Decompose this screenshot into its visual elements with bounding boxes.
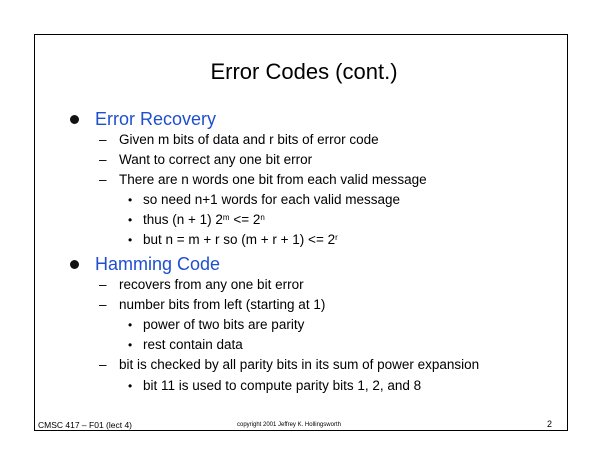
footer-copyright: copyright 2001 Jeffrey K. Hollingsworth: [237, 422, 341, 428]
list-item-text: recovers from any one bit error: [119, 277, 304, 292]
dash-icon: –: [99, 152, 107, 167]
section-heading: Error Recovery: [95, 109, 217, 129]
dash-icon: –: [99, 297, 107, 312]
bullet-small-icon: •: [128, 233, 133, 247]
formula-text: thus (n + 1) 2: [143, 212, 223, 227]
sub-list-item-text: rest contain data: [143, 337, 243, 352]
list-item-text: There are n words one bit from each valid message: [119, 172, 427, 187]
list-item-text: bit is checked by all parity bits in its sum of power expansion: [119, 357, 480, 372]
section-heading: Hamming Code: [95, 254, 221, 274]
bullet-small-icon: •: [128, 193, 133, 207]
page-number: 2: [547, 419, 553, 429]
bullet-small-icon: •: [128, 318, 133, 332]
bullet-small-icon: •: [128, 379, 133, 393]
dash-icon: –: [99, 132, 107, 147]
slide-title: Error Codes (cont.): [210, 59, 398, 84]
list-item-text: Given m bits of data and r bits of error code: [119, 132, 379, 147]
sub-list-item-text: so need n+1 words for each valid message: [143, 192, 401, 207]
exponent: n: [260, 213, 265, 222]
exponent: r: [335, 233, 338, 242]
sub-list-item-text: power of two bits are parity: [143, 317, 305, 332]
exponent: m: [222, 213, 230, 222]
dash-icon: –: [99, 277, 107, 292]
dash-icon: –: [99, 172, 107, 187]
dash-icon: –: [99, 357, 107, 372]
list-item-text: Want to correct any one bit error: [119, 152, 313, 167]
footer-course: CMSC 417 – F01 (lect 4): [38, 420, 133, 430]
bullet-icon: [70, 260, 79, 269]
formula-text: <= 2: [229, 212, 261, 227]
sub-list-item-text: bit 11 is used to compute parity bits 1, 2, and 8: [143, 378, 422, 393]
sub-list-item-text: [143, 230, 338, 250]
formula-text: but n = m + r so (m + r + 1) <= 2: [143, 232, 336, 247]
sub-list-item-text: [143, 210, 265, 230]
bullet-small-icon: •: [128, 338, 133, 352]
bullet-icon: [70, 115, 79, 124]
list-item-text: number bits from left (starting at 1): [119, 297, 326, 312]
bullet-small-icon: •: [128, 213, 133, 227]
